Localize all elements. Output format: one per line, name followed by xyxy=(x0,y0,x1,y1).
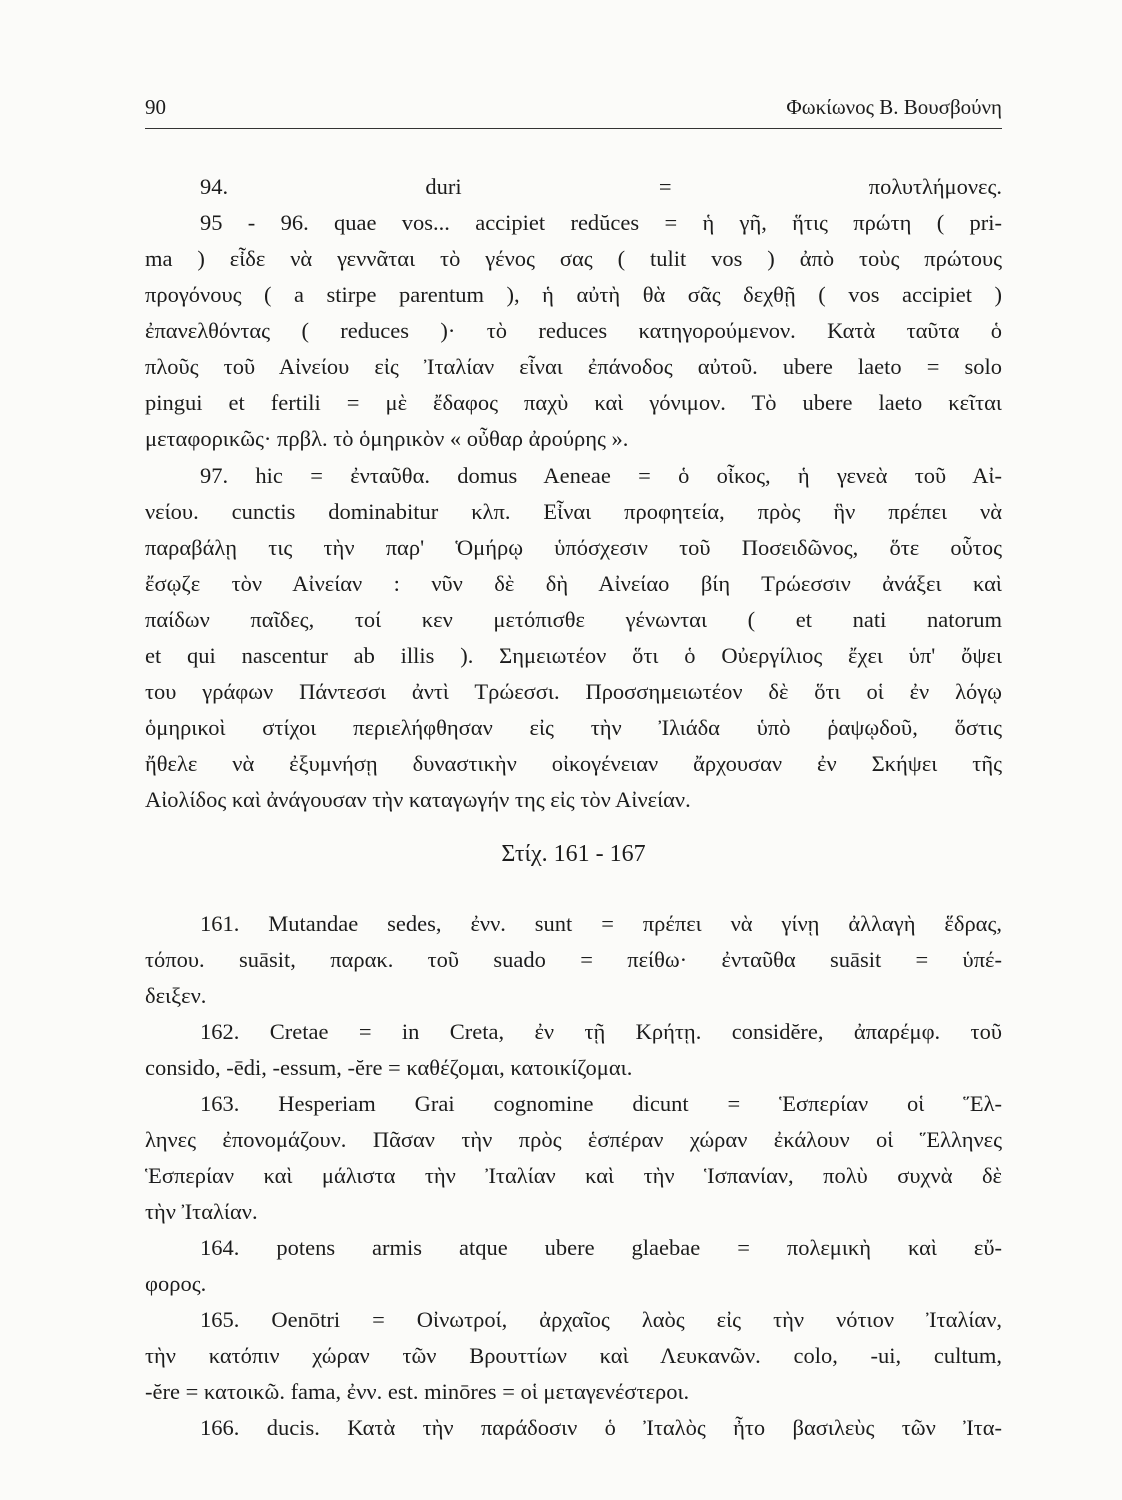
text-line: φορος. xyxy=(145,1271,207,1296)
text-line: τὴν κατόπιν χώραν τῶν Βρουττίων καὶ Λευκανῶν. colo, -ui, cultum, xyxy=(145,1343,1002,1368)
text-line: παραβάλῃ τις τὴν παρ' Ὁμήρῳ ὑπόσχεσιν τοῦ Ποσειδῶνος, ὅτε οὗτος xyxy=(145,535,1002,560)
text-line: -ĕre = κατοικῶ. fama, ἐνν. est. minōres = οἱ μεταγενέστεροι. xyxy=(145,1379,690,1404)
text-line: Ἑσπερίαν καὶ μάλιστα τὴν Ἰταλίαν καὶ τὴν Ἱσπανίαν, πολὺ συχνὰ δὲ xyxy=(145,1163,1002,1188)
text-line: 95 - 96. quae vos... accipiet redŭces = ἡ γῆ, ἥτις πρώτη ( pri- xyxy=(200,210,1002,235)
text-line: ἔσῳζε τὸν Αἰνείαν : νῦν δὲ δὴ Αἰνείαο βίη Τρώεσσιν ἀνάξει καὶ xyxy=(145,571,1002,596)
text-line: 164. potens armis atque ubere glaebae = πολεμικὴ καὶ εὔ- xyxy=(200,1235,1002,1260)
text-line: 94. duri = πολυτλήμονες. xyxy=(200,174,1002,199)
header-rule xyxy=(145,128,1002,129)
text-line: πλοῦς τοῦ Αἰνείου εἰς Ἰταλίαν εἶναι ἐπάνοδος αὐτοῦ. ubere laeto = solo xyxy=(145,354,1002,379)
text-line: προγόνους ( a stirpe parentum ), ἡ αὐτὴ θὰ σᾶς δεχθῇ ( vos accipiet ) xyxy=(145,282,1002,307)
text-line: παίδων παῖδες, τοί κεν μετόπισθε γένωνται ( et nati natorum xyxy=(145,607,1002,632)
text-line: δειξεν. xyxy=(145,983,207,1008)
text-line: 161. Mutandae sedes, ἐνν. sunt = πρέπει νὰ γίνῃ ἀλλαγὴ ἕδρας, xyxy=(200,911,1002,936)
text-line: νείου. cunctis dominabitur κλπ. Εἶναι προφητεία, πρὸς ἣν πρέπει νὰ xyxy=(145,499,1002,524)
text-line: 97. hic = ἐνταῦθα. domus Aeneae = ὁ οἶκος, ἡ γενεὰ τοῦ Αἰ- xyxy=(200,463,1002,488)
text-line: 163. Hesperiam Grai cognomine dicunt = Ἑσπερίαν οἱ Ἕλ- xyxy=(200,1091,1002,1116)
text-line: 166. ducis. Κατὰ τὴν παράδοσιν ὁ Ἰταλὸς ἦτο βασιλεὺς τῶν Ἰτα- xyxy=(200,1415,1002,1440)
text-line: ma ) εἶδε νὰ γεννᾶται τὸ γένος σας ( tulit vos ) ἀπὸ τοὺς πρώτους xyxy=(145,246,1002,271)
text-line: τόπου. suāsit, παρακ. τοῦ suado = πείθω· ἐνταῦθα suāsit = ὑπέ- xyxy=(145,947,1002,972)
text-line: ὁμηρικοὶ στίχοι περιελήφθησαν εἰς τὴν Ἰλιάδα ὑπὸ ῥαψῳδοῦ, ὅστις xyxy=(145,715,1002,740)
text-line: ἤθελε νὰ ἐξυμνήσῃ δυναστικὴν οἰκογένειαν ἄρχουσαν ἐν Σκήψει τῆς xyxy=(145,751,1002,776)
page-header xyxy=(145,95,1002,129)
text-line: 165. Oenōtri = Οἰνωτροί, ἀρχαῖος λαὸς εἰς τὴν νότιον Ἰταλίαν, xyxy=(200,1307,1002,1332)
text-line: τὴν Ἰταλίαν. xyxy=(145,1199,258,1224)
text-line: μεταφορικῶς· πρβλ. τὸ ὁμηρικὸν « οὖθαρ ἀρούρης ». xyxy=(145,426,629,451)
running-head: Φωκίωνος Β. Βουσβούνη xyxy=(786,95,1002,119)
text-line: pingui et fertili = μὲ ἔδαφος παχὺ καὶ γόνιμον. Τὸ ubere laeto κεῖται xyxy=(145,390,1002,415)
text-line: ἐπανελθόντας ( reduces )· τὸ reduces κατηγορούμενον. Κατὰ ταῦτα ὁ xyxy=(145,318,1002,343)
text-line: Αἰολίδος καὶ ἀνάγουσαν τὴν καταγωγήν της εἰς τὸν Αἰνείαν. xyxy=(145,787,691,812)
text-line: consido, -ēdi, -essum, -ĕre = καθέζομαι, κατοικίζομαι. xyxy=(145,1055,633,1080)
page-number: 90 xyxy=(145,95,166,119)
text-line: του γράφων Πάντεσσι ἀντὶ Τρώεσσι. Προσσημειωτέον δὲ ὅτι οἱ ἐν λόγῳ xyxy=(145,679,1002,704)
text-line: ληνες ἐπονομάζουν. Πᾶσαν τὴν πρὸς ἑσπέραν χώραν ἐκάλουν οἱ Ἕλληνες xyxy=(145,1127,1002,1152)
text-line: et qui nascentur ab illis ). Σημειωτέον ὅτι ὁ Οὐεργίλιος ἔχει ὑπ' ὄψει xyxy=(145,643,1002,668)
section-title: Στίχ. 161 - 167 xyxy=(501,841,646,867)
text-line: 162. Cretae = in Creta, ἐν τῇ Κρήτῃ. considĕre, ἀπαρέμφ. τοῦ xyxy=(200,1019,1002,1044)
